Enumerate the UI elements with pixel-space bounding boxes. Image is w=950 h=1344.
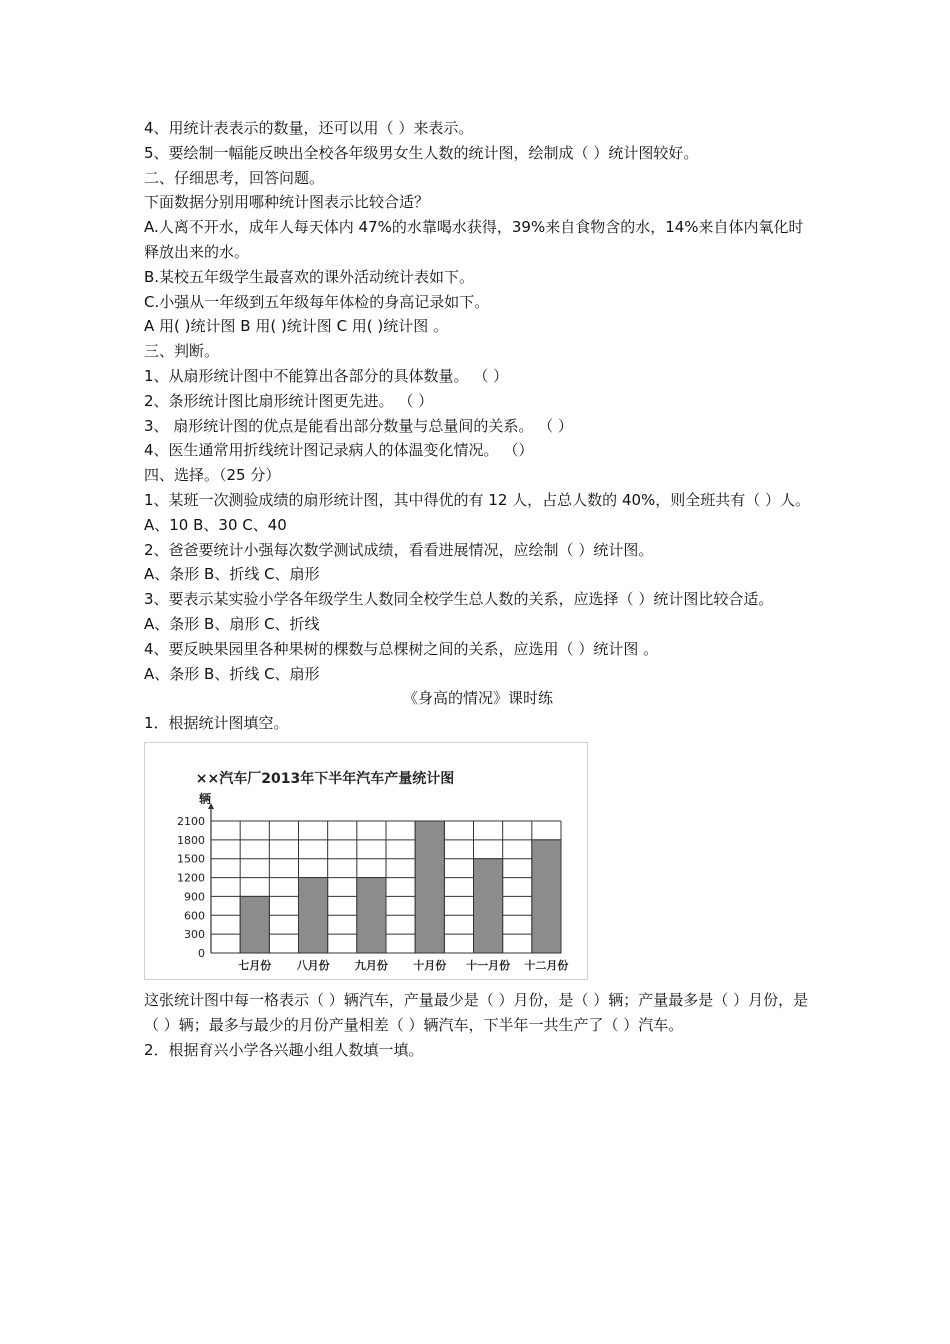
y-tick-label: 2100: [177, 814, 205, 828]
answer-line: A 用( )统计图 B 用( )统计图 C 用( )统计图 。: [144, 317, 449, 336]
choice-1-options: A、10 B、30 C、40: [144, 515, 287, 534]
judge-1: 1、从扇形统计图中不能算出各部分的具体数量。 （ ）: [144, 366, 509, 385]
item-b: B.某校五年级学生最喜欢的课外活动统计表如下。: [144, 267, 475, 286]
y-tick-label: 1500: [177, 852, 205, 866]
y-tick-label: 900: [184, 890, 205, 904]
item-a: A.人离不开水，成年人每天体内 47%的水靠喝水获得，39%来自食物含的水，14%来自体内氧化时释放出来的水。: [144, 218, 804, 261]
section-2-prompt: 下面数据分别用哪种统计图表示比较合适？: [144, 193, 430, 212]
x-tick-label: 七月份: [238, 958, 272, 972]
q-fill-4: 4、用统计表表示的数量，还可以用（ ）来表示。: [144, 119, 474, 137]
y-tick-label: 1800: [177, 833, 205, 847]
x-tick-label: 八月份: [296, 958, 330, 972]
choice-3-options: A、条形 B、扇形 C、折线: [144, 614, 320, 633]
y-tick-label: 1200: [177, 871, 205, 885]
x-tick-label: 九月份: [354, 958, 388, 972]
q1-label: 1．根据统计图填空。: [144, 714, 289, 733]
choice-4-options: A、条形 B、折线 C、扇形: [144, 664, 320, 683]
section-title: 《身高的情况》课时练: [402, 689, 553, 708]
section-2-heading: 二、仔细思考，回答问题。: [144, 168, 325, 187]
q-fill-5: 5、要绘制一幅能反映出全校各年级男女生人数的统计图，绘制成（ ）统计图较好。: [144, 143, 699, 162]
judge-3: 3、 扇形统计图的优点是能看出部分数量与总量间的关系。 （ ）: [144, 416, 573, 435]
y-tick-labels: [177, 815, 205, 960]
x-tick-labels: [238, 958, 568, 972]
chart-title: ××汽车厂2013年下半年汽车产量统计图: [195, 770, 455, 787]
judge-2: 2、条形统计图比扇形统计图更先进。 （ ）: [144, 391, 434, 410]
item-c: C.小强从一年级到五年级每年体检的身高记录如下。: [144, 292, 490, 311]
choice-2-options: A、条形 B、折线 C、扇形: [144, 565, 320, 584]
x-tick-label: 十一月份: [466, 958, 511, 972]
choice-1: 1、某班一次测验成绩的扇形统计图，其中得优的有 12 人，占总人数的 40%，则全班共有（ ）人。: [144, 490, 811, 509]
bar-chart: [145, 743, 587, 979]
choice-4: 4、要反映果园里各种果树的棵数与总棵树之间的关系，应选用（ ）统计图 。: [144, 639, 659, 658]
document-body: [144, 116, 812, 1062]
bar-chart-figure: [144, 742, 588, 980]
bar: [357, 877, 386, 952]
y-tick-label: 0: [198, 946, 205, 960]
choice-2: 2、爸爸要统计小强每次数学测试成绩，看看进展情况，应绘制（ ）统计图。: [144, 540, 654, 559]
q2-label: 2．根据育兴小学各兴趣小组人数填一填。: [144, 1040, 424, 1059]
bar: [532, 840, 561, 953]
y-axis-label: 辆: [198, 791, 212, 806]
x-tick-label: 十二月份: [524, 958, 569, 972]
judge-4: 4、医生通常用折线统计图记录病人的体温变化情况。 （）: [144, 441, 534, 460]
y-tick-label: 300: [184, 928, 205, 942]
bar: [240, 896, 269, 953]
section-4-heading: 四、选择。（25 分）: [144, 466, 281, 485]
bar: [474, 859, 503, 953]
bar: [299, 877, 328, 952]
x-tick-label: 十月份: [413, 958, 447, 972]
y-tick-label: 600: [184, 909, 205, 923]
bar: [415, 821, 444, 953]
q1-fill-text: 这张统计图中每一格表示（ ）辆汽车，产量最少是（ ）月份，是（ ）辆；产量最多是（ ）月份，是（ ）辆；最多与最少的月份产量相差（ ）辆汽车，下半年一共生产了（ ）汽车。: [144, 990, 809, 1034]
choice-3: 3、要表示某实验小学各年级学生人数同全校学生总人数的关系，应选择（ ）统计图比较合适。: [144, 590, 774, 609]
section-3-heading: 三、判断。: [144, 342, 220, 361]
chart-bars: [240, 821, 561, 953]
